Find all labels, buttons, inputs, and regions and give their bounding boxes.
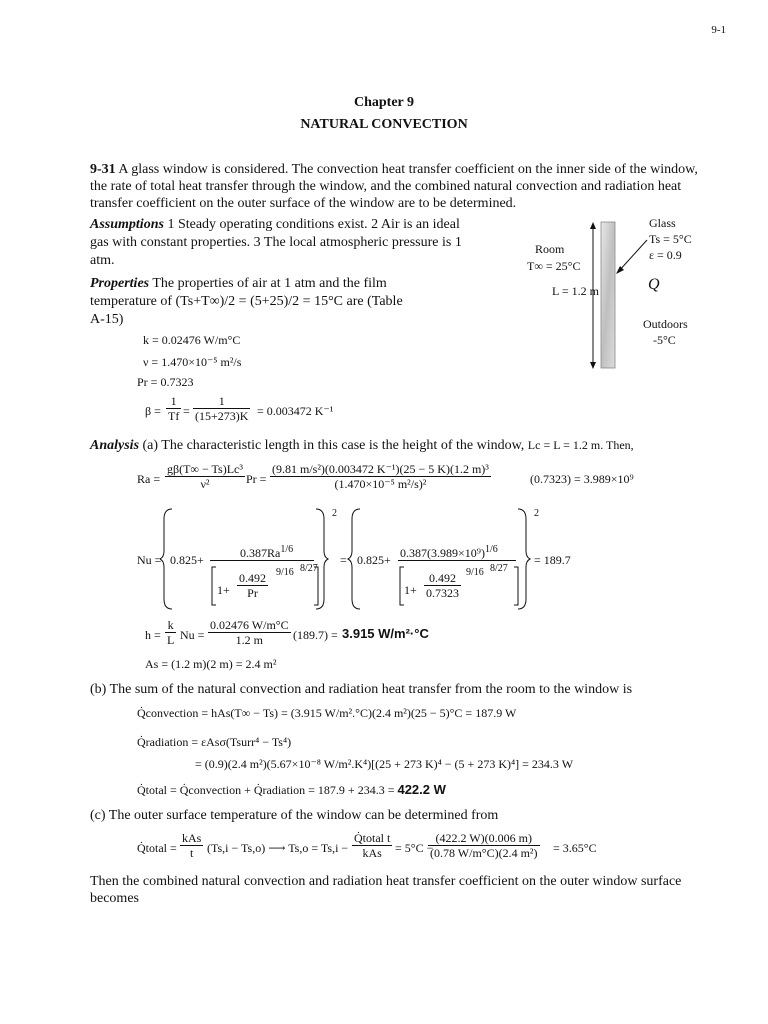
nu-lhs: Nu = (137, 553, 162, 567)
assumptions-label: Assumptions (90, 217, 164, 232)
assumptions-line3: atm. (90, 253, 115, 268)
q-radiation-eq1: Q̇radiation = εAsσ(Tsurr⁴ − Ts⁴) (137, 735, 292, 749)
properties-label: Properties (90, 276, 150, 291)
assumptions-line1: Assumptions 1 Steady operating conditions exist. 2 Air is an ideal (90, 217, 460, 232)
ra-frac-values: $\frac{\text{(9.81 m/s²)(0.003472 K⁻¹)(25 − 5 K)(1.2 m)³}}{\text{(1.470×10⁻⁵ m²/s)²}}$ (272, 462, 489, 491)
prop-pr: Pr = 0.7323 (137, 375, 194, 389)
beta-eq: = (183, 404, 190, 418)
nu-exp-2-1: 2 (332, 508, 337, 519)
nu-result: = 189.7 (534, 553, 571, 567)
h-lhs: h = (145, 628, 161, 642)
problem-text: A glass window is considered. The convection heat transfer coefficient on the inner side of the window, the rate of total heat transfer through the window, and the combined natural convection and radiation heat transfer coefficient on the outer surface of the window are to be determined. (90, 162, 698, 211)
qc-eq: = 5°C − (395, 841, 434, 855)
ra-frac-symbolic: $\frac{\text{gβ(T∞ − Ts)Lc³}}{\text{ν²}}$ (167, 462, 243, 491)
fig-room-temp: T∞ = 25°C (527, 259, 581, 273)
q-convection-eq: Q̇convection = hAs(T∞ − Ts) = (3.915 W/m².°C)(2.4 m²)(25 − 5)°C = 187.9 W (137, 706, 517, 720)
nu-exp-916-1: 9/16 (276, 567, 294, 578)
dimension-arrow-up (590, 222, 596, 229)
page-number: 9-1 (711, 24, 726, 36)
nu-exp-827-1: 8/27 (300, 563, 318, 574)
fig-q-label: Q (648, 276, 660, 293)
fig-room-label: Room (535, 242, 565, 256)
analysis-part-b: (b) The sum of the natural convection and radiation heat transfer from the room to the window is (90, 682, 633, 697)
beta-frac2: $\frac{1}{(15+273)K}$ (195, 394, 249, 423)
fig-emissivity: ε = 0.9 (649, 248, 682, 262)
chapter-heading: Chapter 9 (353, 95, 415, 110)
nu-fracline-1 (210, 560, 314, 561)
nu-bracket-inner-1 (212, 567, 216, 605)
analysis-part-c: (c) The outer surface temperature of the window can be determined from (90, 808, 499, 823)
ra-result: (0.7323) = 3.989×10⁹ (530, 472, 634, 486)
nu-bracket-inner-2-right (514, 567, 518, 605)
nu-inner-frac-2: $\frac{0.492}{0.7323}$ (426, 571, 459, 600)
glass-pane (601, 222, 615, 368)
properties-line2: temperature of (Ts+T∞)/2 = (5+25)/2 = 15°C are (Table (90, 294, 403, 309)
h-frac-values: $\frac{0.02476 W/m^\circ C}{1.2 m}$ (210, 618, 289, 647)
h-nu: Nu = (180, 628, 205, 642)
nu-inner-frac-1: $\frac{0.492}{Pr}$ (239, 571, 266, 600)
h-result: 3.915 W/m²·°C (342, 626, 429, 641)
properties-line3: A-15) (90, 312, 124, 327)
fig-outdoors-label: Outdoors (643, 317, 688, 331)
nu-eq: = (340, 553, 347, 567)
nu-exp-916-2: 9/16 (466, 567, 484, 578)
nu-exp-827-2: 8/27 (490, 563, 508, 574)
nu-fracline-2 (398, 560, 516, 561)
q-total-result: 422.2 W (397, 782, 446, 797)
as-equation: As = (1.2 m)(2 m) = 2.4 m² (145, 657, 277, 671)
fig-height-label: L = 1.2 m (552, 284, 599, 298)
nu-num-sym: $0.387Ra^{1/6}$ (240, 544, 294, 560)
nu-exp-2-2: 2 (534, 508, 539, 519)
h-frac-kL: $\frac{k}{L}$ (167, 618, 175, 647)
qc-frac2: Q̇total t kAs (354, 831, 391, 860)
analysis-part-a: Analysis (a) The characteristic length in this case is the height of the window, Lc = L = 1.2 m. Then, (90, 438, 634, 453)
ra-lhs: Ra = (137, 472, 161, 486)
chapter-title: NATURAL CONVECTION (300, 117, 468, 132)
problem-number: 9-31 (90, 162, 116, 177)
nu-one-plus-1: 1+ (217, 583, 230, 597)
nu-brace-right-2 (518, 509, 530, 609)
dimension-arrow-down (590, 362, 596, 369)
qc-frac3: $\frac{(422.2 W)(0.006 m)}{\text{(0.78 W/m°C)(2.4 m²)}}$ (430, 831, 538, 860)
beta-result: = 0.003472 K⁻¹ (257, 404, 334, 418)
h-mult: (189.7) = (293, 628, 338, 642)
qc-frac1: kAs t (182, 831, 202, 860)
fig-glass-temp: Ts = 5°C (649, 232, 692, 246)
nu-one-plus-2: 1+ (404, 583, 417, 597)
qc-mid: (Ts,i − Ts,o) ⟶ Ts,o = Ts,i − (207, 841, 349, 855)
assumptions-line2: gas with constant properties. 3 The local atmospheric pressure is 1 (90, 235, 462, 250)
nu-const-2: 0.825+ (357, 553, 391, 567)
q-radiation-eq2: = (0.9)(2.4 m²)(5.67×10⁻⁸ W/m².K⁴)[(25 + 273 K)⁴ − (5 + 273 K)⁴] = 234.3 W (195, 757, 574, 771)
q-total-eq: Q̇total = Q̇convection + Q̇radiation = 187.9 + 234.3 = 422.2 W (137, 782, 446, 797)
fig-outdoor-temp: -5°C (653, 333, 676, 347)
glass-arrow (618, 240, 647, 272)
problem-statement (90, 161, 700, 212)
qc-lhs: Q̇total = (137, 841, 177, 855)
nu-const-1: 0.825+ (170, 553, 204, 567)
prop-k: k = 0.02476 W/m°C (143, 333, 241, 347)
fig-glass-label: Glass (649, 216, 676, 230)
properties-line1: Properties The properties of air at 1 atm and the film (90, 276, 387, 291)
beta-frac1: $\frac{1}{Tf}$ (168, 394, 180, 423)
nu-num-val: $0.387(3.989\times 10^9)^{1/6}$ (400, 544, 498, 560)
analysis-label: Analysis (90, 438, 140, 453)
beta-lhs: β = (145, 404, 161, 418)
qc-result: = 3.65°C (553, 841, 597, 855)
closing-text: Then the combined natural convection and radiation heat transfer coefficient on the outer window surface becomes (90, 874, 682, 906)
prop-nu: ν = 1.470×10⁻⁵ m²/s (143, 355, 242, 369)
ra-pr: Pr = (246, 472, 267, 486)
